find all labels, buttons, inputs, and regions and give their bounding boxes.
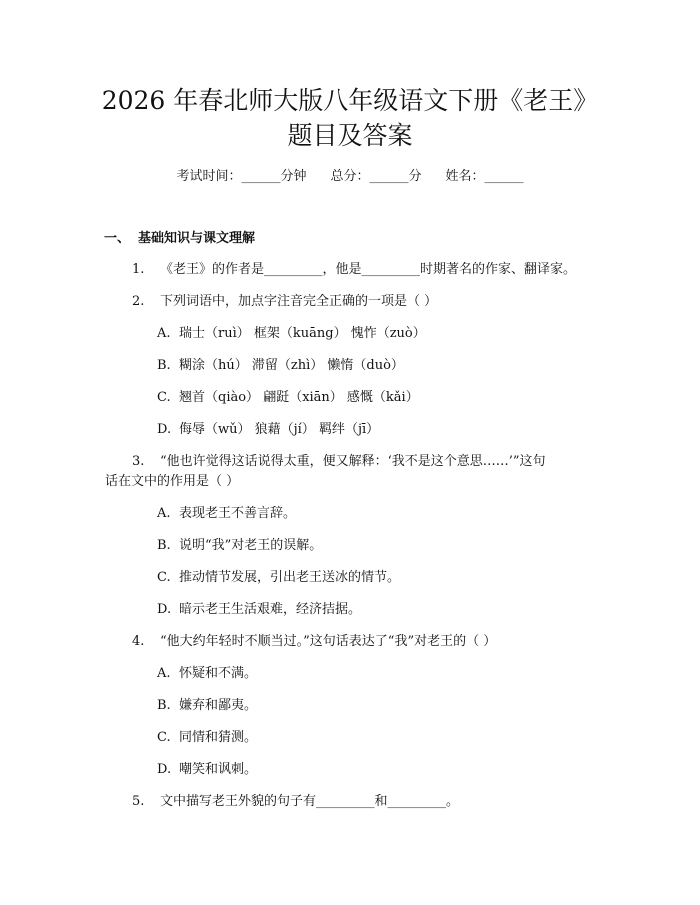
question-3-option-a xyxy=(157,505,296,523)
question-4 xyxy=(132,633,497,651)
option-letter: B. xyxy=(157,358,171,373)
question-number: 1. xyxy=(132,262,145,277)
exam-info xyxy=(0,168,700,186)
question-2-option-b xyxy=(157,357,404,375)
option-letter: B. xyxy=(157,698,171,713)
option-letter: B. xyxy=(157,538,171,553)
question-4-option-c xyxy=(157,729,257,747)
question-4-option-a xyxy=(157,665,257,683)
option-text: 推动情节发展，引出老王送冰的情节。 xyxy=(179,570,401,585)
option-letter: A. xyxy=(157,666,171,681)
exam-name-field: 姓名：______ xyxy=(445,169,524,184)
question-2-option-d xyxy=(157,421,379,439)
option-text: 翘首（qiào） 翩跹（xiān） 感慨（kǎi） xyxy=(179,390,419,405)
question-2-option-a xyxy=(157,325,426,343)
option-text: 嫌弃和鄙夷。 xyxy=(179,698,258,713)
question-text: “他大约年轻时不顺当过。”这句话表达了“我”对老王的（ ） xyxy=(160,634,497,649)
option-text: 说明“我”对老王的误解。 xyxy=(179,538,323,553)
option-text: 表现老王不善言辞。 xyxy=(179,506,297,521)
question-number: 3. xyxy=(132,454,145,469)
question-3-option-b xyxy=(157,537,322,555)
question-2-option-c xyxy=(157,389,419,407)
question-4-option-d xyxy=(157,761,257,779)
option-text: 怀疑和不满。 xyxy=(179,666,258,681)
option-letter: D. xyxy=(157,422,172,437)
question-5 xyxy=(132,793,460,811)
option-letter: A. xyxy=(157,326,171,341)
question-3-continuation xyxy=(105,473,239,491)
question-text-line1: “他也许觉得这话说得太重，便又解释：‘我不是这个意思……’”这句 xyxy=(160,454,546,469)
option-letter: C. xyxy=(157,390,171,405)
section-title: 基础知识与课文理解 xyxy=(138,231,256,246)
question-3-option-c xyxy=(157,569,400,587)
question-1 xyxy=(132,261,577,279)
question-number: 4. xyxy=(132,634,145,649)
question-number: 2. xyxy=(132,294,145,309)
option-text: 同情和猜测。 xyxy=(179,730,258,745)
option-letter: A. xyxy=(157,506,171,521)
document-title-line1: 2026 年春北师大版八年级语文下册《老王》 xyxy=(101,86,599,115)
option-text: 糊涂（hú） 滞留（zhì） 懒惰（duò） xyxy=(179,358,404,373)
option-letter: C. xyxy=(157,570,171,585)
question-text: 《老王》的作者是_________，他是_________时期著名的作家、翻译家。 xyxy=(160,262,577,277)
question-text-line2: 话在文中的作用是（ ） xyxy=(105,474,240,489)
question-2 xyxy=(132,293,438,311)
exam-score-field: 总分：______分 xyxy=(330,169,422,184)
option-text: 暗示老王生活艰难，经济拮据。 xyxy=(179,602,362,617)
question-3-option-d xyxy=(157,601,361,619)
question-number: 5. xyxy=(132,794,145,809)
section-heading xyxy=(104,230,255,248)
option-text: 侮辱（wǔ） 狼藉（jí） 羁绊（jī） xyxy=(179,422,380,437)
option-letter: C. xyxy=(157,730,171,745)
section-number: 一、 xyxy=(104,231,131,246)
option-letter: D. xyxy=(157,602,172,617)
question-4-option-b xyxy=(157,697,257,715)
option-letter: D. xyxy=(157,762,172,777)
option-text: 瑞士（ruì） 框架（kuāng） 愧怍（zuò） xyxy=(179,326,426,341)
question-text: 文中描写老王外貌的句子有_________和_________。 xyxy=(160,794,460,809)
document-title-line2: 题目及答案 xyxy=(287,121,413,150)
question-text: 下列词语中，加点字注音完全正确的一项是（ ） xyxy=(160,294,438,309)
question-3 xyxy=(132,453,546,471)
option-text: 嘲笑和讽刺。 xyxy=(179,762,258,777)
exam-time-field: 考试时间：______分钟 xyxy=(176,169,307,184)
